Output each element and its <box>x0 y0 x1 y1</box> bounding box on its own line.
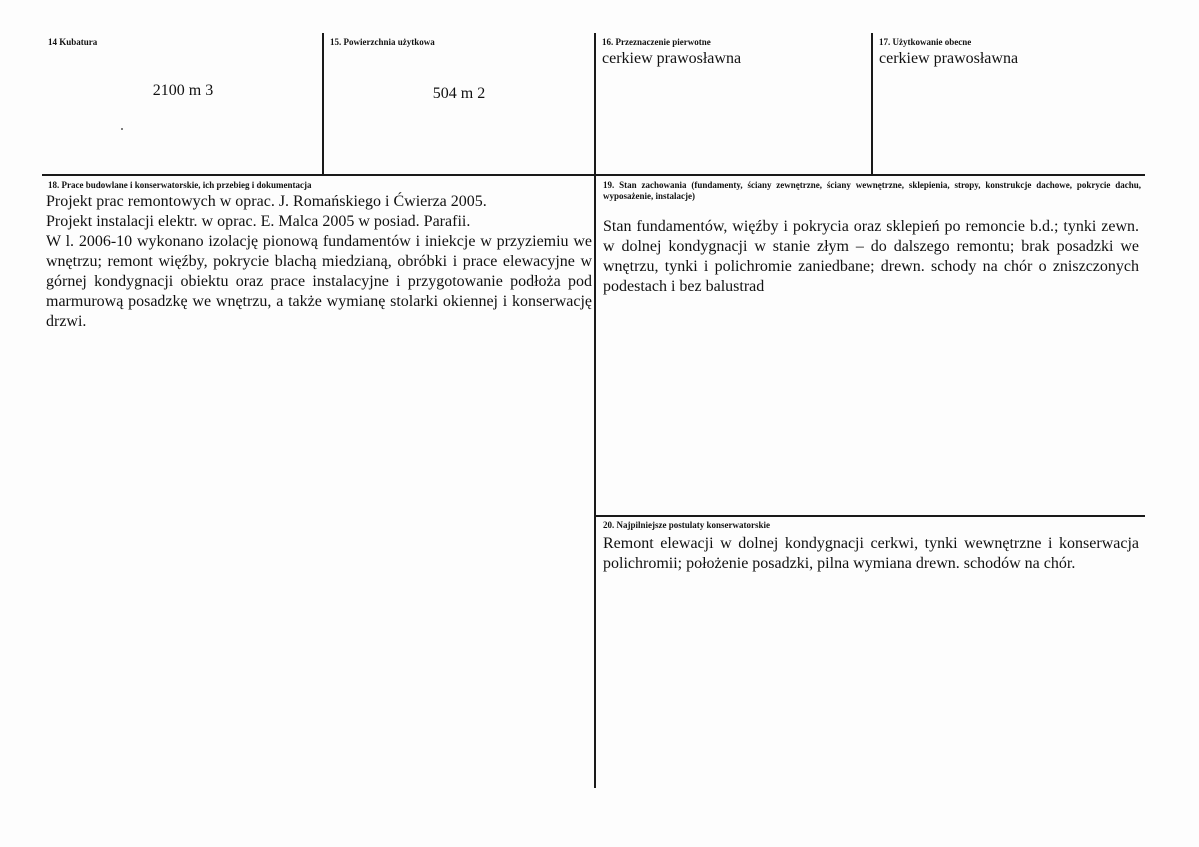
divider-horizontal-section20 <box>596 515 1145 517</box>
section17-label: 17. Użytkowanie obecne <box>879 37 972 47</box>
divider-vertical-1 <box>322 33 324 174</box>
divider-vertical-3 <box>871 33 873 174</box>
section14-label: 14 Kubatura <box>48 37 98 47</box>
section18-line-1: Projekt prac remontowych w oprac. J. Romańskiego i Ćwierza 2005. <box>46 193 487 210</box>
section20-label: 20. Najpilniejsze postulaty konserwatorskie <box>603 520 770 530</box>
section19-text: Stan fundamentów, więźby i pokrycia oraz sklepień po remoncie b.d.; tynki zewn. w dolnej kondygnacji w stanie złym – do dalszego remontu; brak posadzki we wnętrzu, tynki i polichromie zaniedbane; drewn. schody na chór o zniszczonych podestach i bez balustrad <box>603 218 1139 295</box>
section18-line-2: Projekt instalacji elektr. w oprac. E. Malca 2005 w posiad. Parafii. <box>46 213 471 230</box>
divider-vertical-2 <box>594 33 596 788</box>
section18-line-3: W l. 2006-10 wykonano izolację pionową fundamentów i iniekcje w przyziemiu we wnętrzu; remont więźby, pokrycie blachą miedzianą, obróbki i prace elewacyjne w górnej kondygnacji obiektu oraz prace instalacyjne i przygotowanie podłoża pod marmurową posadzkę we wnętrzu, a także wymianę stolarki okiennej i konserwację drzwi. <box>46 233 592 330</box>
section16-label: 16. Przeznaczenie pierwotne <box>602 37 711 47</box>
section14-value: 2100 m 3 <box>152 82 214 99</box>
speck-mark <box>121 128 123 130</box>
section20-text: Remont elewacji w dolnej kondygnacji cerkwi, tynki wewnętrzne i konserwacja polichromii; położenie posadzki, pilna wymiana drewn. schodów na chór. <box>603 535 1139 572</box>
divider-horizontal-top-row <box>42 174 1145 176</box>
section15-label: 15. Powierzchnia użytkowa <box>330 37 435 47</box>
section17-value: cerkiew prawosławna <box>879 50 1019 67</box>
section18-text <box>46 192 592 332</box>
section16-value: cerkiew prawosławna <box>602 50 742 67</box>
section15-value: 504 m 2 <box>432 85 486 102</box>
section18-label: 18. Prace budowlane i konserwatorskie, ich przebieg i dokumentacja <box>48 180 312 190</box>
section19-label: 19. Stan zachowania (fundamenty, ściany zewnętrzne, ściany wewnętrzne, sklepienia, stropy, konstrukcje dachowe, pokrycie dachu, wyposażenie, instalacje) <box>603 180 1141 201</box>
